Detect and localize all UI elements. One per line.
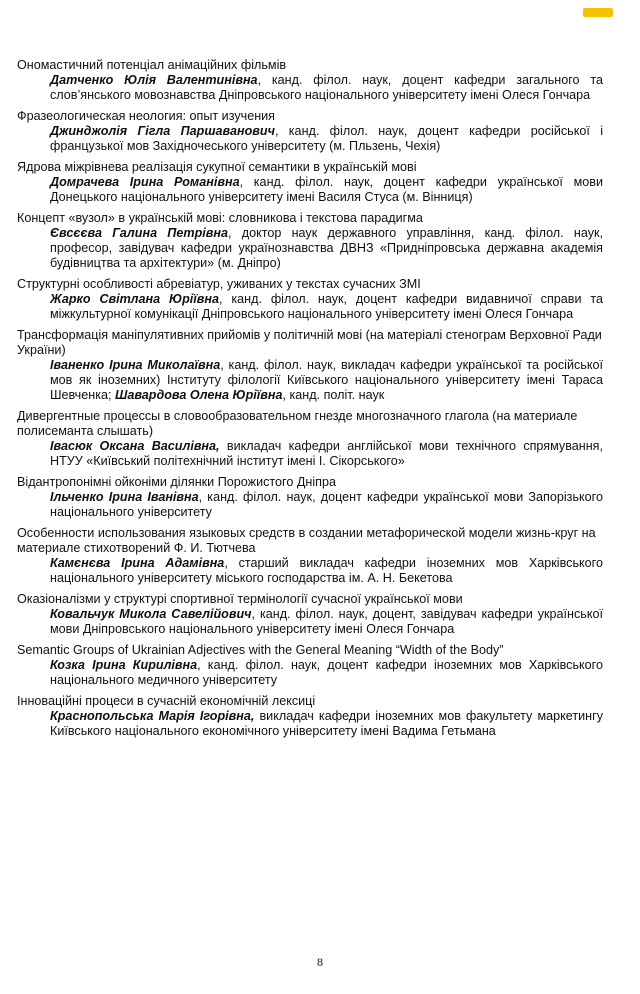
toc-entry	[17, 409, 603, 469]
author-name: Камєнєва Ірина Адамівна	[50, 556, 225, 570]
page-number: 8	[317, 955, 323, 969]
toc-entry	[17, 109, 603, 154]
table-of-contents	[17, 58, 603, 745]
author-affiliation: , канд. філол. наук, доцент кафедри української мови Донецького національного університету імені Василя Стуса (м. Вінниця)	[50, 175, 603, 204]
paper-title: Структурні особливості абревіатур, уживаних у текстах сучасних ЗМІ	[17, 277, 421, 291]
paper-title: Фразеологическая неология: опыт изучения	[17, 109, 276, 123]
author-affiliation: , канд. філол. наук, доцент кафедри російської і французької мов Західночеського університету (м. Пльзень, Чехія)	[50, 124, 603, 153]
author-name: Жарко Світлана Юріївна	[50, 292, 220, 306]
author-affiliation: , канд. політ. наук	[282, 388, 385, 402]
author-affiliation: , канд. філол. наук, доцент кафедри іноземних мов Харківського національного медичного університету	[50, 658, 603, 687]
paper-title: Ядрова міжрівнева реалізація сукупної семантики в українській мові	[17, 160, 417, 174]
author-name: Євсєєва Галина Петрівна	[50, 226, 228, 240]
author-name: Датченко Юлія Валентинівна	[50, 73, 258, 87]
author-affiliation: викладач кафедри англійської мови технічного спрямування, НТУУ «Київський політехнічний інститут імені І. Сікорського»	[50, 439, 603, 468]
author-affiliation: , старший викладач кафедри іноземних мов Харківського національного університету міського господарства ім. А. Н. Бекетова	[50, 556, 603, 585]
author-affiliation: , канд. філол. наук, викладач кафедри української та російської мов як іноземних) Інституту філології Київського національного університету імені Тараса Шевченка;	[50, 358, 604, 402]
paper-title: Особенности использования языковых средств в создании метафорической модели жизнь-круг на материале стихотворений Ф. И. Тютчева	[17, 526, 596, 555]
author-affiliation: , канд. філол. наук, доцент кафедри загального та слов’янського мовознавства Дніпровського національного університету імені Олеся Гончара	[50, 73, 603, 102]
author-line	[17, 175, 603, 205]
author-name: Ковальчук Микола Савелійович	[50, 607, 252, 621]
toc-entry	[17, 694, 603, 739]
toc-entry	[17, 592, 603, 637]
paper-title: Інноваційні процеси в сучасній економічній лексиці	[17, 694, 316, 708]
paper-title: Ономастичний потенціал анімаційних фільмів	[17, 58, 287, 72]
author-name: Іваненко Ірина Миколаївна	[50, 358, 221, 372]
toc-entry	[17, 643, 603, 688]
author-affiliation: , канд. філол. наук, доцент, завідувач кафедри української мови Дніпровського національного університету імені Олеся Гончара	[50, 607, 603, 636]
author-line	[17, 658, 603, 688]
author-line	[17, 556, 603, 586]
toc-entry	[17, 328, 603, 403]
author-name: Джинджолія Гігла Паршаванович	[50, 124, 275, 138]
paper-title: Відантропонімні ойконіми ділянки Порожистого Дніпра	[17, 475, 336, 489]
paper-title: Semantic Groups of Ukrainian Adjectives with the General Meaning “Width of the Body”	[17, 643, 504, 657]
author-name: Шавардова Олена Юріївна	[114, 388, 283, 402]
author-line	[17, 73, 603, 103]
author-line	[17, 439, 603, 469]
toc-entry	[17, 211, 603, 271]
author-affiliation: викладач кафедри іноземних мов факультету маркетингу Київського національного економічного університету імені Вадима Гетьмана	[50, 709, 603, 738]
paper-title: Дивергентные процессы в словообразовательном гнезде многозначного глагола (на материале полисеманта слышать)	[17, 409, 578, 438]
author-name: Краснопольська Марія Ігорівна,	[50, 709, 255, 723]
paper-title: Концепт «вузол» в українській мові: словникова і текстова парадигма	[17, 211, 423, 225]
author-line	[17, 709, 603, 739]
author-affiliation: , канд. філол. наук, доцент кафедри видавничої справи та міжкультурної комунікації Дніпровського національного університету імені Олеся Гончара	[50, 292, 603, 321]
page-corner-tab	[583, 8, 613, 17]
paper-title: Оказіоналізми у структурі спортивної термінології сучасної української мови	[17, 592, 463, 606]
toc-entry	[17, 160, 603, 205]
author-name: Івасюк Оксана Василівна,	[50, 439, 220, 453]
author-line	[17, 124, 603, 154]
toc-entry	[17, 475, 603, 520]
author-line	[17, 490, 603, 520]
toc-entry	[17, 526, 603, 586]
toc-entry	[17, 58, 603, 103]
author-name: Козка Ірина Кирилівна	[50, 658, 198, 672]
author-line	[17, 358, 603, 403]
author-line	[17, 292, 603, 322]
author-affiliation: , канд. філол. наук, доцент кафедри української мови Запорізького національного університету	[50, 490, 603, 519]
author-name: Домрачева Ірина Романівна	[50, 175, 240, 189]
author-line	[17, 226, 603, 271]
paper-title: Трансформація маніпулятивних прийомів у політичній мові (на матеріалі стенограм Верховної Ради України)	[17, 328, 602, 357]
author-affiliation: , доктор наук державного управління, канд. філол. наук, професор, завідувач кафедри українознавства ДВНЗ «Придніпровська державна академія будівництва та архітектури» (м. Дніпро)	[50, 226, 603, 270]
author-line	[17, 607, 603, 637]
toc-entry	[17, 277, 603, 322]
author-name: Ільченко Ірина Іванівна	[50, 490, 199, 504]
